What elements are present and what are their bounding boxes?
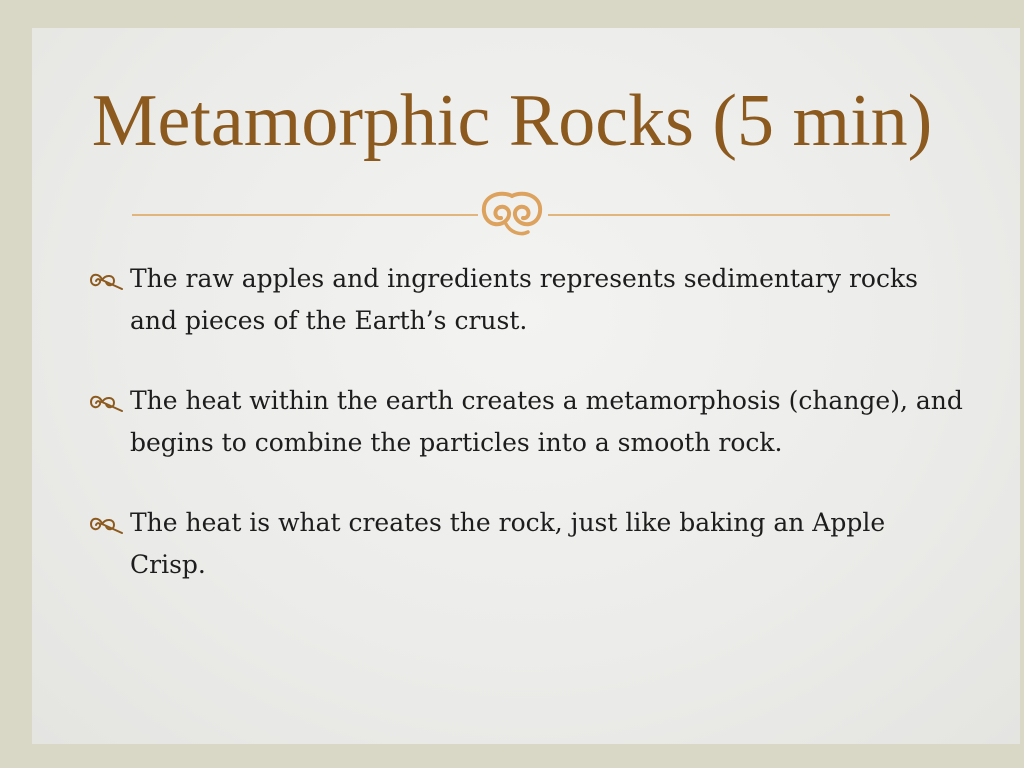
swirl-ornament-icon — [476, 188, 548, 240]
bullet-text: The raw apples and ingredients represents sedimentary rocks and pieces of the Earth’s crust. — [130, 264, 918, 335]
list-item — [88, 380, 968, 464]
bullet-text: The heat is what creates the rock, just like baking an Apple Crisp. — [130, 508, 886, 579]
curly-swirl-bullet-icon — [88, 514, 124, 534]
list-item — [88, 502, 968, 586]
title-divider-right — [548, 214, 890, 216]
list-item — [88, 258, 968, 342]
title-divider-left — [132, 214, 478, 216]
curly-swirl-bullet-icon — [88, 270, 124, 290]
curly-swirl-bullet-icon — [88, 392, 124, 412]
bullet-list — [88, 258, 968, 624]
bullet-text: The heat within the earth creates a metamorphosis (change), and begins to combine the particles into a smooth rock. — [130, 386, 963, 457]
slide-title: Metamorphic Rocks (5 min) — [91, 80, 933, 162]
